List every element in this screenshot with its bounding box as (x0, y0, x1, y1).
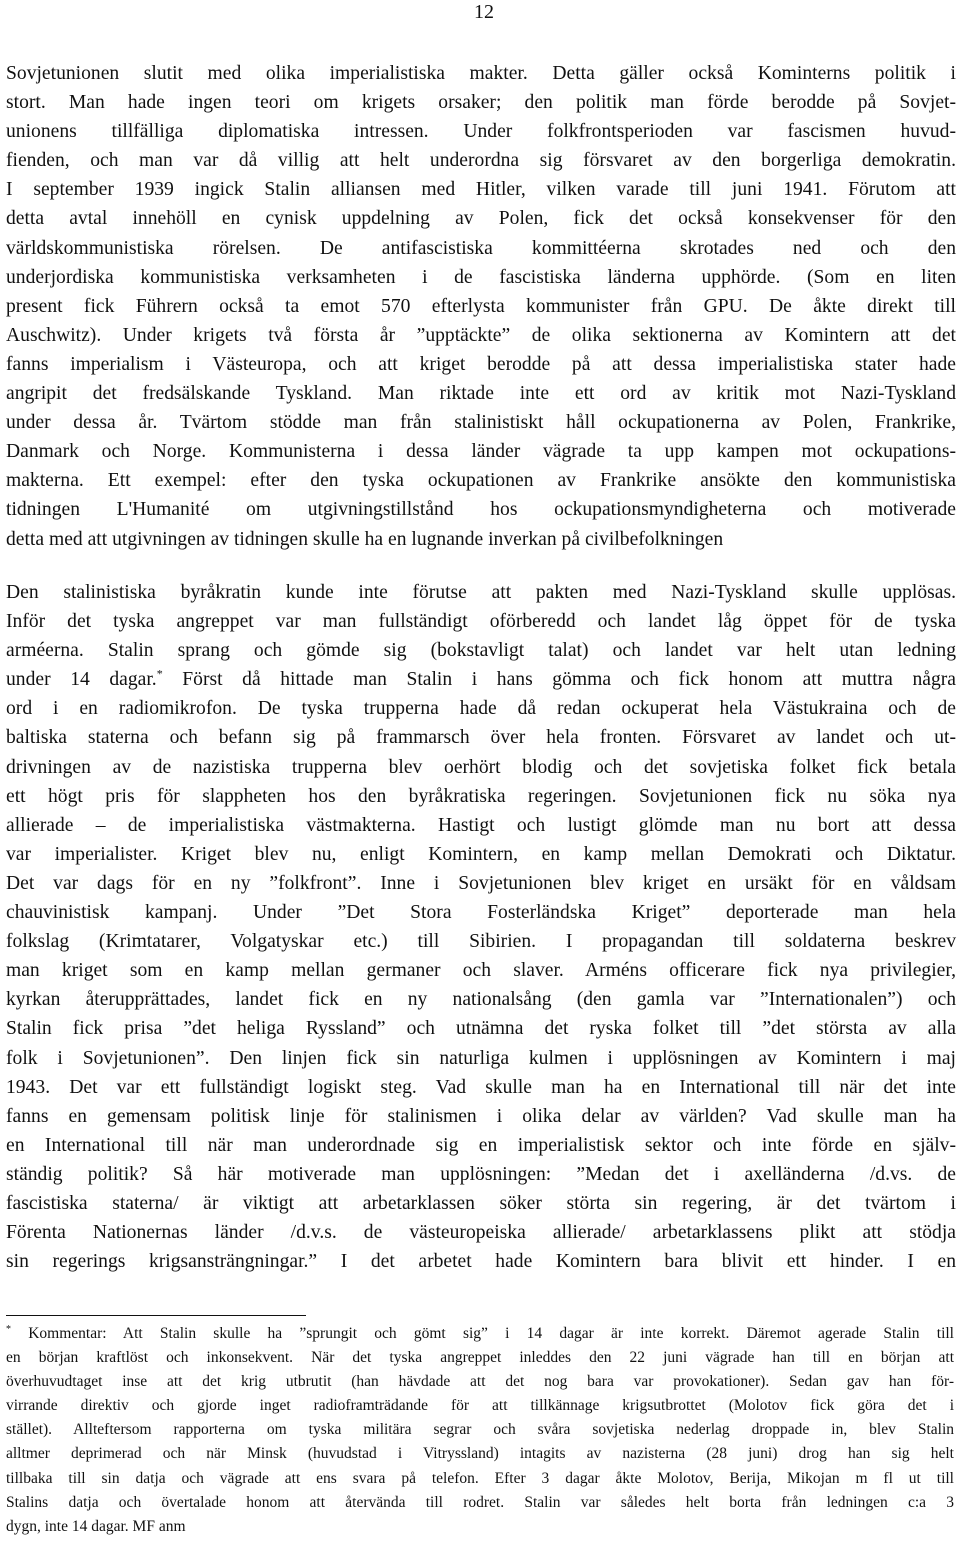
text-line: present fick Führern också ta emot 570 efterlysta kommunister från GPU. De åkte direkt till (6, 295, 956, 317)
text-line: fanns en gemensam politisk linje för stalinismen i olika delar av världen? Vad skulle man ha (6, 1105, 956, 1127)
text-line: detta med att utgivningen av tidningen skulle ha en lugnande inverkan på civilbefolkningen (6, 528, 724, 550)
text-line: drivningen av de nazistiska trupperna blev oerhört blodig och det sovjetiska folket fick betala (6, 756, 956, 778)
text-line: fascistiska staterna/ är viktigt att arbetarklassen söker störta sin regering, är det tvärtom i (6, 1192, 956, 1214)
text-segment: under 14 dagar. (6, 669, 157, 691)
text-line: Danmark och Norge. Kommunisterna i dessa länder vägrade ta upp kampen mot ockupations- (6, 441, 956, 463)
text-line: I september 1939 ingick Stalin alliansen med Hitler, vilken varade till juni 1941. Förutom att (6, 179, 956, 201)
text-line: fanns imperialism i Västeuropa, och att kriget berodde på att dessa imperialistiska stater hade (6, 353, 956, 375)
footnote-separator (6, 1315, 306, 1316)
footnote-line: tillbaka till sin datja och vägrade att ens svara på telefon. Efter 3 dagar åkte Molotov, Berija, Mikojan m fl ut till (6, 1469, 954, 1487)
text-line: folk i Sovjetunionen”. Den linjen fick sin naturliga kulmen i upplösningen av Komintern i maj (6, 1047, 956, 1069)
text-line: 1943. Det var ett fullständigt logiskt steg. Vad skulle man ha en International till när det inte (6, 1076, 956, 1098)
text-line: under dessa år. Tvärtom stödde man från stalinistiskt håll ockupationerna av Polen, Frankrike, (6, 412, 956, 434)
text-line: man kriget som en kamp mellan germaner och slaver. Arméns officerare fick nya privilegier, (6, 960, 956, 982)
text-line: fienden, och man var då villig att helt underordna sig försvaret av den borgerliga demokratin. (6, 150, 956, 172)
footnote-line (6, 1322, 954, 1346)
footnote-line: virrande direktiv och gjorde inget radioframträdande för att tillkännage krigsutbrottet (Molotov fick göra det i (6, 1397, 954, 1415)
text-line: arméerna. Stalin sprang och gömde sig (bokstavligt talat) och landet var helt utan ledning (6, 640, 956, 662)
paragraph-2 (6, 578, 956, 1276)
text-line: Förenta Nationernas länder /d.v.s. de västeuropeiska allierade/ arbetarklassens plikt att stödja (6, 1222, 956, 1244)
text-line: kyrkan återupprättades, landet fick en ny nationalsång (den gamla var ”Internationalen”) och (6, 989, 956, 1011)
paragraph-1 (6, 59, 956, 554)
text-line: ständig politik? Så här motiverade man upplösningen: ”Medan det i axelländerna /d.vs. de (6, 1163, 956, 1185)
text-line: stort. Man hade ingen teori om krigets orsaker; den politik man förde berodde på Sovjet- (6, 92, 956, 114)
text-line: Sovjetunionen slutit med olika imperialistiska makter. Detta gäller också Kominterns politik i (6, 63, 956, 84)
text-line: baltiska staterna och befann sig på frammarsch över hela fronten. Försvaret av landet och ut- (6, 727, 956, 749)
footnote-line: Stalins datja och övertalade honom att återvända till rodret. Stalin var således helt borta från ledningen c:a 3 (6, 1493, 954, 1511)
text-line: Stalin fick prisa ”det heliga Ryssland” och utnämna det ryska folket till ”det största av alla (6, 1018, 956, 1040)
text-line: tidningen L'Humanité om utgivningstillstånd hos ockupationsmyndigheterna och motiverade (6, 499, 956, 521)
text-line: Auschwitz). Under krigets två första år ”upptäckte” de olika sektionerna av Komintern att det (6, 324, 956, 346)
text-line: ord i en radiomikrofon. De tyska trupperna hade då redan ockuperat hela Västukraina och de (6, 698, 956, 720)
text-line: makterna. Ett exempel: efter den tyska ockupationen av Frankrike ansökte den kommunistiska (6, 470, 956, 492)
text-segment: Först då hittade man Stalin i hans gömma och fick honom att muttra några (162, 669, 956, 691)
footnote-reference[interactable]: * (156, 666, 163, 681)
footnote-line: stället). Allteftersom rapporterna om tyska militära segrar och svåra sovjetiska nederlag droppade in, blev Stalin (6, 1421, 954, 1439)
text-line: en International till när man underordnade sig en imperialistisk sektor och inte förde en själv- (6, 1134, 956, 1156)
footnote (6, 1322, 954, 1539)
text-line: chauvinistisk kampanj. Under ”Det Stora Fosterländska Kriget” deporterade man hela (6, 902, 956, 924)
text-line: världskommunistiska rörelsen. De antifascistiska kommittéerna skrotades ned och den (6, 237, 956, 259)
text-line: detta avtal innehöll en cynisk uppdelning av Polen, fick det också konsekvenser för den (6, 208, 956, 230)
text-line: allierade – de imperialistiska västmakterna. Hastigt och lustigt glömde man nu bort att dessa (6, 814, 956, 836)
footnote-line: dygn, inte 14 dagar. MF anm (6, 1517, 186, 1535)
text-line: ett högt pris för slappheten hos den byråkratiska regeringen. Sovjetunionen fick nu söka nya (6, 785, 956, 807)
text-line: folkslag (Krimtatarer, Volgatyskar etc.) till Sibirien. I propagandan till soldaterna beskrev (6, 931, 956, 953)
footnote-line: en början kraftlöst och inkonsekvent. När det tyska angreppet inleddes den 22 juni vägrade han till en början att (6, 1349, 954, 1367)
text-line: sin regerings krigsansträngningar.” I det arbetet hade Komintern bara blivit ett hinder. I en (6, 1251, 956, 1273)
text-segment: Kommentar: Att Stalin skulle ha ”sprungit och gömt sig” i 14 dagar är inte korrekt. Däremot agerade Stalin till (11, 1325, 954, 1342)
page-number: 12 (474, 1, 494, 23)
text-line: angripit det fredsälskande Tyskland. Man riktade inte ett ord av kritik mot Nazi-Tyskland (6, 383, 956, 405)
text-line: Inför det tyska angreppet var man fullständigt oförberedd och landet låg öppet för de tyska (6, 611, 956, 633)
text-line-with-footnote-ref (6, 665, 956, 694)
text-line: Den stalinistiska byråkratin kunde inte förutse att pakten med Nazi-Tyskland skulle upplösas. (6, 582, 956, 603)
text-line: var imperialister. Kriget blev nu, enligt Komintern, en kamp mellan Demokrati och Diktatur. (6, 843, 956, 865)
text-line: unionens tillfälliga diplomatiska intressen. Under folkfrontsperioden var fascismen huvud- (6, 121, 956, 143)
text-line: underjordiska kommunistiska verksamheten i de fascistiska länderna upphörde. (Som en liten (6, 266, 956, 288)
text-line: Det var dags för en ny ”folkfront”. Inne i Sovjetunionen blev kriget en ursäkt för en våldsam (6, 872, 956, 894)
footnote-marker: * (6, 1323, 11, 1335)
footnote-line: överhuvudtaget inse att det krig utbrutit (han hävdade att det nog bara var provokationer). Sedan gav han för- (6, 1373, 954, 1391)
footnote-line: alltmer deprimerad och när Minsk (huvudstad i Vitryssland) intagits av nazisterna (28 juni) drog han sig helt (6, 1445, 954, 1463)
